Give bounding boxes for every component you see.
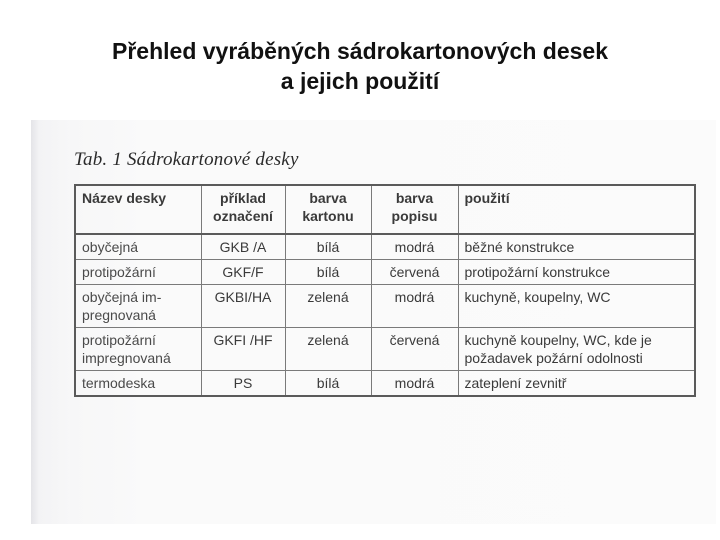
scanned-table-image (31, 120, 716, 524)
cell-board-color: bílá (285, 234, 371, 260)
cell-name: protipožární impregnovaná (75, 328, 201, 371)
cell-board-color: zelená (285, 328, 371, 371)
cell-code: PS (201, 371, 285, 397)
header-usage: použití (458, 185, 695, 234)
table-row (75, 328, 695, 371)
cell-usage: běžné konstrukce (458, 234, 695, 260)
header-board-color: barva kartonu (285, 185, 371, 234)
table-row (75, 234, 695, 260)
cell-board-color: zelená (285, 285, 371, 328)
scan-shadow-edge (31, 120, 39, 524)
table-body (75, 234, 695, 396)
cell-code: GKFI /HF (201, 328, 285, 371)
header-print-color: barva popisu (371, 185, 458, 234)
slide-title-line-2: a jejich použití (280, 68, 440, 94)
cell-board-color: bílá (285, 371, 371, 397)
cell-usage: kuchyně koupelny, WC, kde je požadavek požární odolnosti (458, 328, 695, 371)
cell-code: GKBI/HA (201, 285, 285, 328)
cell-name: obyčejná im- pregnovaná (75, 285, 201, 328)
table-caption: Tab. 1 Sádrokartonové desky (74, 149, 299, 170)
cell-code: GKB /A (201, 234, 285, 260)
cell-usage: protipožární konstrukce (458, 260, 695, 285)
cell-print-color: modrá (371, 234, 458, 260)
cell-code: GKF/F (201, 260, 285, 285)
plasterboard-table (74, 184, 696, 397)
table-row (75, 260, 695, 285)
table-row (75, 371, 695, 397)
cell-print-color: modrá (371, 371, 458, 397)
cell-print-color: červená (371, 328, 458, 371)
cell-board-color: bílá (285, 260, 371, 285)
cell-name: protipožární (75, 260, 201, 285)
table-header-row (75, 185, 695, 234)
cell-name: termodeska (75, 371, 201, 397)
cell-usage: kuchyně, koupelny, WC (458, 285, 695, 328)
slide-title-line-1: Přehled vyráběných sádrokartonových desek (112, 38, 608, 64)
table-row (75, 285, 695, 328)
cell-print-color: modrá (371, 285, 458, 328)
cell-name: obyčejná (75, 234, 201, 260)
cell-print-color: červená (371, 260, 458, 285)
header-code: příklad označení (201, 185, 285, 234)
cell-usage: zateplení zevnitř (458, 371, 695, 397)
header-name: Název desky (75, 185, 201, 234)
slide-title (0, 36, 720, 96)
